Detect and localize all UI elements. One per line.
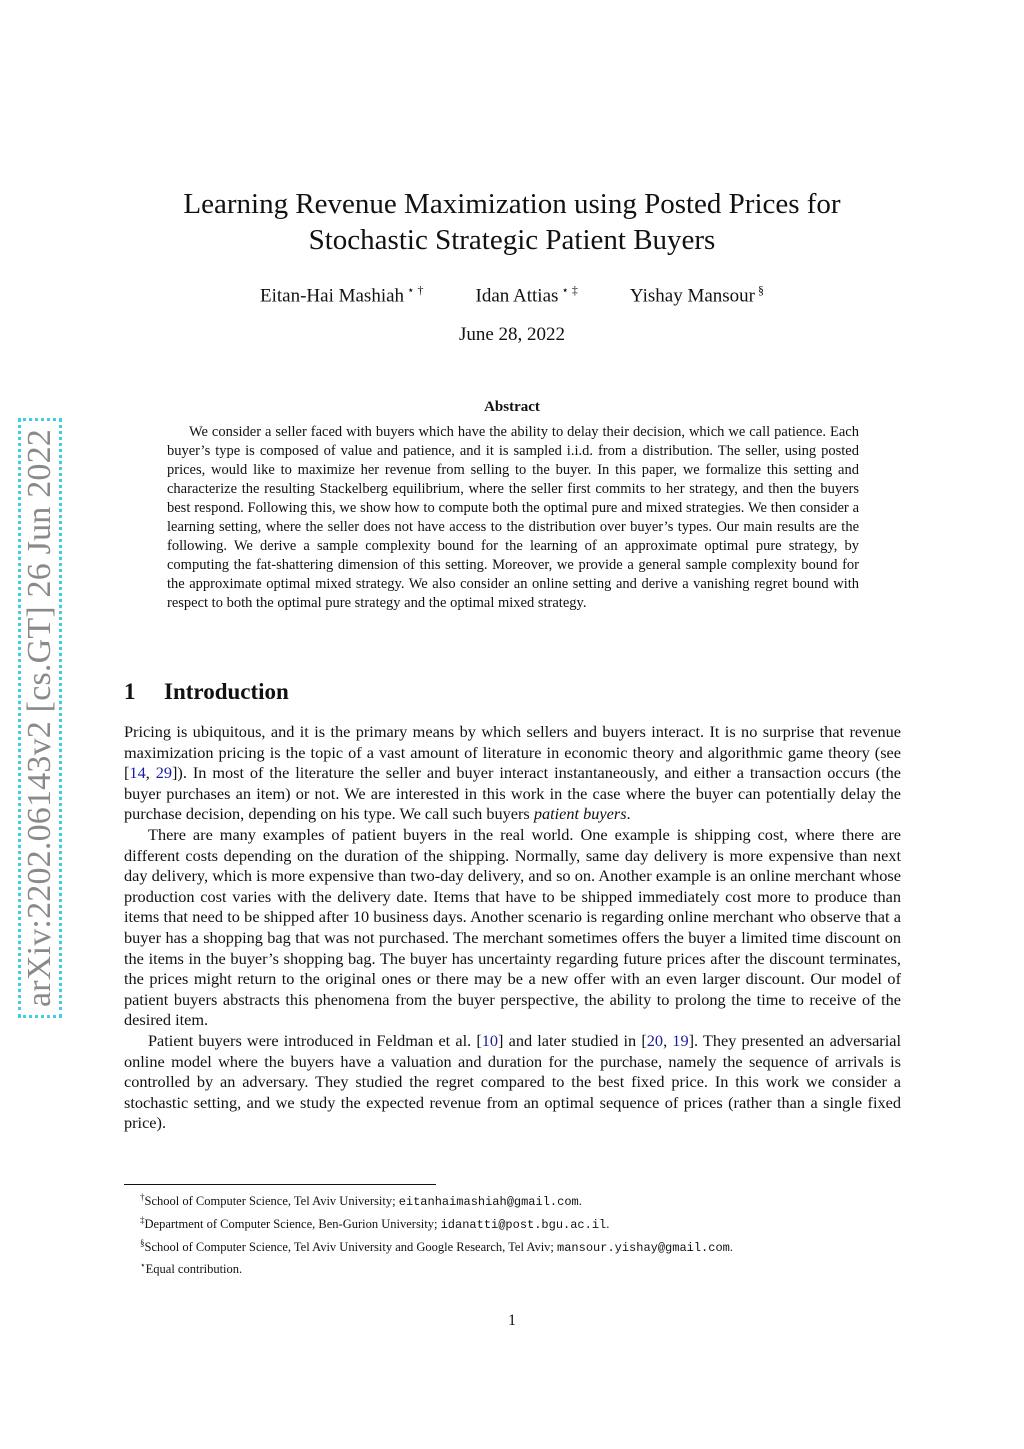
citation-link[interactable]: 20 bbox=[646, 1030, 664, 1050]
email-address[interactable]: mansour.yishay@gmail.com bbox=[557, 1240, 730, 1255]
abstract-heading: Abstract bbox=[484, 399, 540, 415]
author-affiliation-marks: § bbox=[758, 283, 764, 297]
email-address[interactable]: eitanhaimashiah@gmail.com bbox=[398, 1195, 579, 1210]
arxiv-identifier-stamp[interactable] bbox=[18, 418, 62, 1018]
author: Eitan-Hai Mashiah ⋆ † bbox=[259, 283, 424, 307]
author-list bbox=[200, 283, 824, 307]
title-line-1: Learning Revenue Maximization using Posted Prices for bbox=[183, 188, 841, 220]
footnotes bbox=[140, 1189, 900, 1279]
citation-link[interactable]: 14 bbox=[129, 763, 146, 783]
section-heading bbox=[124, 679, 289, 705]
arxiv-identifier-text: arXiv:2202.06143v2 [cs.GT] 26 Jun 2022 bbox=[21, 429, 58, 1007]
paragraph: There are many examples of patient buyers in the real world. One example is shipping cost, where there are different costs depending on the duration of the shipping. Normally, same day delivery is more expensive than next day delivery, which is more expensive than two-day delivery, and so on. Another example is an online merchant whose production cost varies with the delivery date. Items that have to be shipped immediately cost more to produce than items that need to be shipped after 10 business days. Another scenario is regarding online merchant who observe that a buyer has a shopping bag that was not purchased. The merchant sometimes offers the buyer a limited time discount on the items in the buyer’s shopping bag. The buyer has uncertainty regarding future prices after the discount terminates, the prices might return to the original ones or there may be a new offer with an even larger discount. Our model of patient buyers abstracts this phenomena from the buyer perspective, the ability to prolong the time to receive of the desired item. bbox=[124, 824, 901, 1030]
paragraph: Pricing is ubiquitous, and it is the primary means by which sellers and buyers interact. It is no surprise that revenue maximization pricing is the topic of a vast amount of literature in economic theory and algorithmic game theory (see [14, 29]). In most of the literature the seller and buyer interact instantaneously, and either a transaction occurs (the buyer purchases an item) or not. We are interested in this work in the case where the buyer can potentially delay the purchase decision, depending on his type. We call such buyers patient buyers. bbox=[124, 722, 901, 824]
footnote: †School of Computer Science, Tel Aviv University; eitanhaimashiah@gmail.com. bbox=[140, 1192, 582, 1210]
author-affiliation-marks: ⋆ ‡ bbox=[561, 283, 578, 297]
section-number: 1 bbox=[124, 679, 136, 704]
footnote: ‡Department of Computer Science, Ben-Gurion University; idanatti@post.bgu.ac.il. bbox=[140, 1214, 610, 1232]
author-affiliation-marks: ⋆ † bbox=[407, 283, 424, 297]
citation-link[interactable]: 19 bbox=[672, 1030, 689, 1050]
footnote-divider bbox=[124, 1184, 436, 1185]
page-number: 1 bbox=[508, 1312, 516, 1329]
section-title: Introduction bbox=[164, 679, 289, 704]
email-address[interactable]: idanatti@post.bgu.ac.il bbox=[440, 1217, 607, 1232]
footnote: ⋆Equal contribution. bbox=[140, 1260, 243, 1277]
abstract-text: We consider a seller faced with buyers which have the ability to delay their decision, which we call patience. Each buyer’s type is composed of value and patience, and it is sampled i.i.d. from a distribution. The seller, using posted prices, would like to maximize her revenue from selling to the buyer. In this paper, we formalize this setting and characterize the resulting Stackelberg equilibrium, where the seller first commits to her strategy, and then the buyers best respond. Following this, we show how to compute both the optimal pure and mixed strategies. We then consider a learning setting, where the seller does not have access to the distribution over buyer’s types. Our main results are the following. We derive a sample complexity bound for the learning of an approximate optimal pure strategy, by computing the fat-shattering dimension of this setting. Moreover, we provide a general sample complexity bound for the approximate optimal mixed strategy. We also consider an online setting and derive a vanishing regret bound with respect to both the optimal pure strategy and the optimal mixed strategy. bbox=[167, 424, 859, 611]
paragraph: Patient buyers were introduced in Feldman et al. [10] and later studied in [20, 19]. They presented an adversarial online model where the buyers have a valuation and duration for the purchase, namely the sequence of arrivals is controlled by an adversary. They studied the regret compared to the best fixed price. In this work we consider a stochastic setting, and we study the expected revenue from an optimal sequence of prices (rather than a single fixed price). bbox=[124, 1030, 902, 1133]
author: Yishay Mansour § bbox=[629, 283, 764, 307]
emphasis: patient buyers bbox=[533, 804, 627, 824]
author: Idan Attias ⋆ ‡ bbox=[475, 283, 578, 307]
introduction-body bbox=[124, 722, 901, 1134]
citation-link[interactable]: 10 bbox=[481, 1030, 499, 1050]
publication-date: June 28, 2022 bbox=[458, 324, 566, 345]
citation-link[interactable]: 29 bbox=[155, 763, 172, 783]
title-line-2: Stochastic Strategic Patient Buyers bbox=[308, 224, 716, 256]
paper-title bbox=[130, 186, 894, 258]
footnote: §School of Computer Science, Tel Aviv University and Google Research, Tel Aviv; mansour.yishay@gmail.com. bbox=[140, 1237, 733, 1255]
